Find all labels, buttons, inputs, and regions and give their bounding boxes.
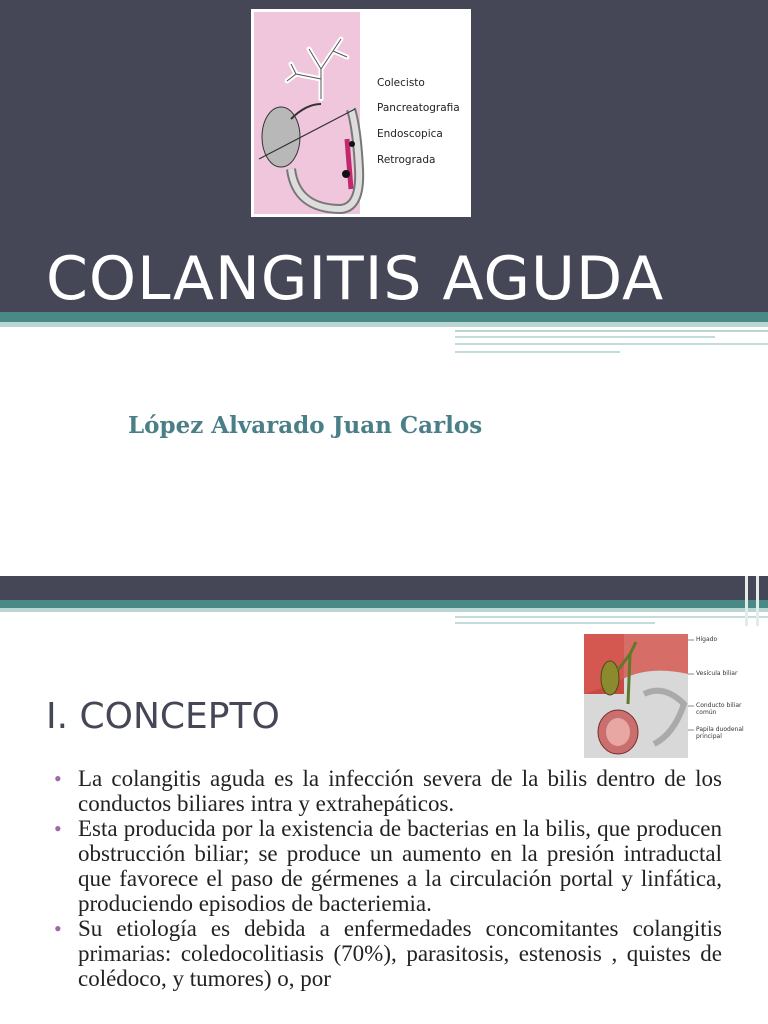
bullet-item: • La colangitis aguda es la infección severa de la bilis dentro de los conductos biliares intra y extrahepáticos. — [52, 766, 722, 816]
header-band — [0, 576, 768, 600]
line-stripe — [455, 351, 620, 353]
line-stripe — [455, 616, 768, 618]
concept-bullet-list — [52, 766, 722, 991]
line-stripe — [455, 622, 655, 624]
logo-line: Colecisto — [377, 77, 425, 89]
line-stripe — [756, 576, 759, 626]
slide-title: COLANGITIS AGUDA — [46, 244, 665, 314]
figure-label: Vesícula biliar — [696, 670, 738, 677]
figure-label: Hígado — [696, 636, 718, 643]
figure-label: Papila duodenal principal — [696, 726, 744, 740]
bullet-item: • Su etiología es debida a enfermedades concomitantes colangitis primarias: coledocolitiasis (70%), parasitosis, estenosis , quistes de colédoco, y tumores) o, por — [52, 916, 722, 991]
line-stripe — [455, 336, 715, 338]
slide-gap — [0, 556, 768, 576]
figure-label: Conducto biliar común — [696, 702, 742, 716]
bullet-item: • Esta producida por la existencia de bacterias en la bilis, que producen obstrucción biliar; se produce un aumento en la presión intraductal que favorece el paso de gérmenes a la circulación portal y linfática, produciendo episodios de bacteriemia. — [52, 816, 722, 916]
light-stripe — [0, 608, 768, 612]
section-heading: I. CONCEPTO — [46, 696, 280, 737]
teal-stripe — [0, 600, 768, 608]
logo-line: Pancreatografia — [377, 102, 460, 114]
line-stripe — [745, 576, 748, 626]
logo-line: Endoscopica — [377, 128, 443, 140]
line-stripe — [455, 330, 768, 332]
cpre-logo — [251, 9, 471, 217]
author-name: López Alvarado Juan Carlos — [128, 412, 483, 439]
biliary-anatomy-figure — [584, 634, 756, 758]
line-stripe — [455, 343, 768, 345]
light-stripe — [0, 322, 768, 327]
logo-line: Retrograda — [377, 154, 436, 166]
